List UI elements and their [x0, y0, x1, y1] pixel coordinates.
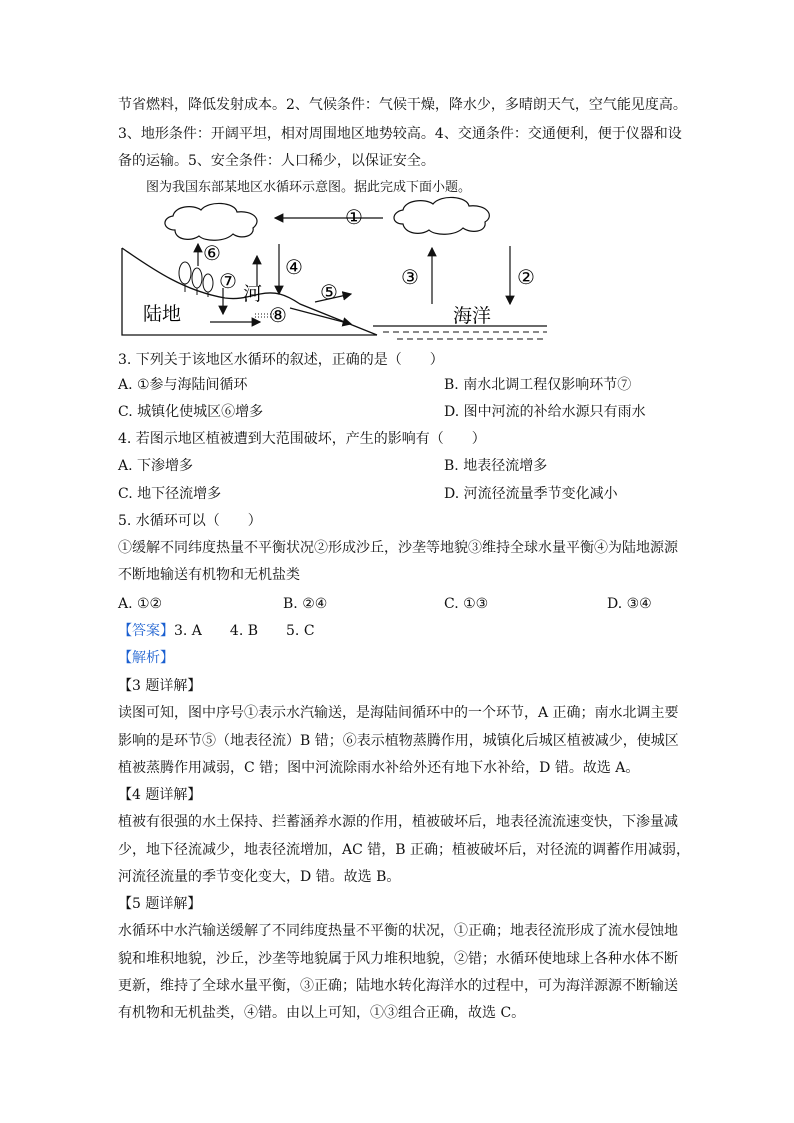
intro-line-1: 节省燃料，降低发射成本。2、气候条件：气候干燥，降水少，多晴朗天气，空气能见度高。 — [118, 97, 687, 113]
q3-option-d[interactable]: D. 图中河流的补给水源只有雨水 — [444, 404, 646, 420]
q5-option-a[interactable]: A. ①② — [118, 596, 163, 612]
trees — [179, 262, 213, 297]
label-3: ③ — [401, 265, 419, 289]
label-river: 河 — [243, 283, 263, 305]
label-ocean: 海洋 — [453, 305, 492, 327]
q4-option-d[interactable]: D. 河流径流量季节变化减小 — [444, 486, 618, 502]
answer-tag: 【答案】 — [118, 623, 174, 639]
detail-4-title: 【4 题详解】 — [118, 787, 202, 803]
label-2: ② — [517, 265, 535, 289]
intro-line-3: 备的运输。5、安全条件：人口稀少，以保证安全。 — [118, 153, 435, 169]
detail-3-line-2: 影响的是环节⑤（地表径流）B 错；⑥表示植物蒸腾作用，城镇化后城区植被减少，使城区 — [118, 733, 679, 749]
q5-option-b[interactable]: B. ②④ — [283, 596, 328, 612]
detail-4-line-2: 少，地下径流减少，地表径流增加，AC 错，B 正确；植被破坏后，对径流的调蓄作用减弱， — [118, 842, 691, 858]
question-5-body-1: ①缓解不同纬度热量不平衡状况②形成沙丘，沙垄等地貌③维持全球水量平衡④为陆地源源 — [118, 540, 678, 556]
analysis-tag: 【解析】 — [118, 650, 174, 666]
q3-option-c[interactable]: C. 城镇化使城区⑥增多 — [118, 404, 264, 420]
cloud-land — [165, 203, 257, 240]
detail-4-line-3: 河流径流量的季节变化变大，D 错。故选 B。 — [118, 869, 401, 885]
detail-3-title: 【3 题详解】 — [118, 678, 202, 694]
detail-5-line-2: 貌和堆积地貌，沙丘，沙垄等地貌属于风力堆积地貌，②错；水循环使地球上各种水体不断 — [118, 951, 678, 967]
label-8: ⑧ — [269, 303, 287, 327]
question-3-stem: 3. 下列关于该地区水循环的叙述，正确的是（ ） — [118, 352, 444, 368]
label-6: ⑥ — [203, 241, 221, 265]
q3-option-a[interactable]: A. ①参与海陆间循环 — [118, 377, 248, 393]
q4-option-c[interactable]: C. 地下径流增多 — [118, 486, 222, 502]
detail-3-line-1: 读图可知，图中序号①表示水汽输送，是海陆间循环中的一个环节，A 正确；南水北调主要 — [118, 705, 679, 721]
label-7: ⑦ — [219, 269, 237, 293]
q3-option-b[interactable]: B. 南水北调工程仅影响环节⑦ — [444, 377, 632, 393]
detail-4-line-1: 植被有很强的水土保持、拦蓄涵养水源的作用，植被破坏后，地表径流流速变快，下渗量减 — [118, 814, 678, 830]
q5-option-c[interactable]: C. ①③ — [444, 596, 489, 612]
detail-5-line-3: 更新，维持了全球水量平衡，③正确；陆地水转化海洋水的过程中，可为海洋源源不断输送 — [118, 978, 678, 994]
q4-option-a[interactable]: A. 下渗增多 — [118, 458, 194, 474]
question-5-body-2: 不断地输送有机物和无机盐类 — [118, 567, 300, 583]
detail-3-line-3: 植被蒸腾作用减弱，C 错；图中河流除雨水补给外还有地下水补给，D 错。故选 A。 — [118, 760, 640, 776]
label-4: ④ — [285, 255, 303, 279]
label-1: ① — [345, 205, 363, 229]
q5-option-d[interactable]: D. ③④ — [607, 596, 652, 612]
label-5: ⑤ — [320, 280, 338, 304]
detail-5-line-1: 水循环中水汽输送缓解了不同纬度热量不平衡的状况，①正确；地表径流形成了流水侵蚀地 — [118, 923, 678, 939]
detail-5-line-4: 有机物和无机盐类，④错。由以上可知，①③组合正确，故选 C。 — [118, 1005, 526, 1021]
cloud-ocean — [394, 197, 489, 234]
answer-text: 3. A 4. B 5. C — [174, 623, 315, 639]
q4-option-b[interactable]: B. 地表径流增多 — [444, 458, 548, 474]
figure-caption: 图为我国东部某地区水循环示意图。据此完成下面小题。 — [146, 180, 472, 195]
question-4-stem: 4. 若图示地区植被遭到大范围破坏，产生的影响有（ ） — [118, 431, 486, 447]
answer-row — [118, 621, 315, 641]
intro-line-2: 3、地形条件：开阔平坦，相对周围地区地势较高。4、交通条件：交通便利，便于仪器和设 — [118, 126, 682, 142]
water-cycle-diagram — [115, 196, 555, 344]
detail-5-title: 【5 题详解】 — [118, 896, 202, 912]
question-5-stem: 5. 水循环可以（ ） — [118, 513, 262, 529]
label-land: 陆地 — [143, 303, 182, 325]
